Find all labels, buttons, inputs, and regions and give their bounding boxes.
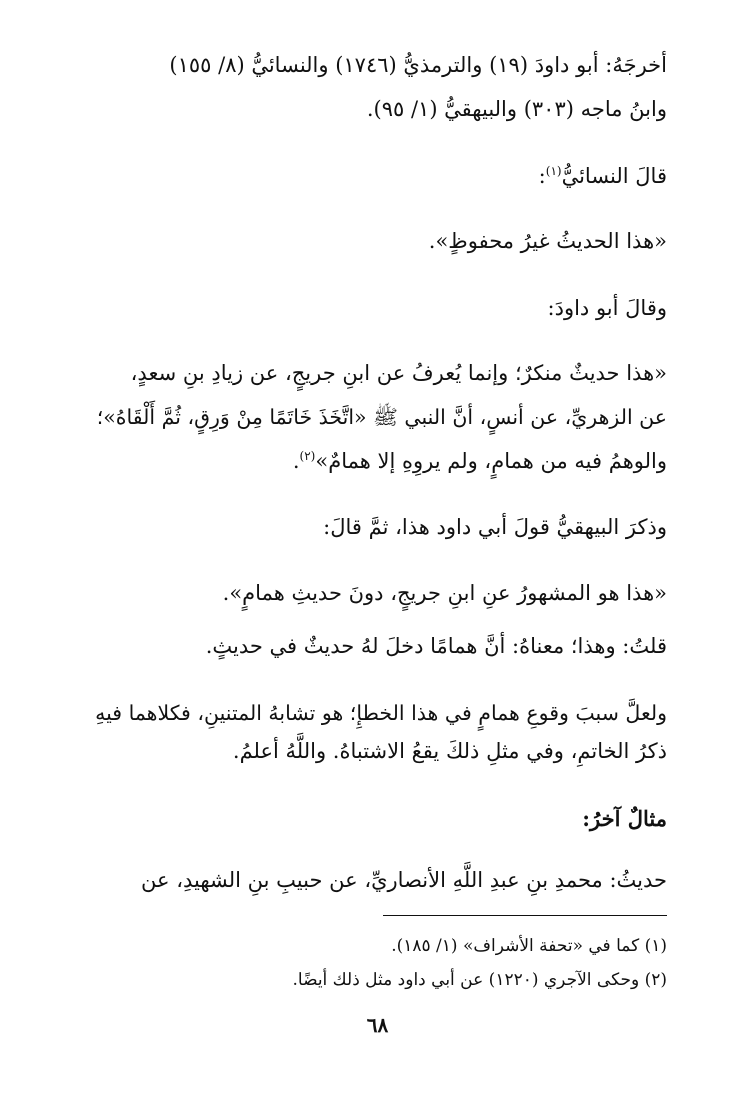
page-number: ٦٨ [366,1013,389,1037]
bayhaqi-mention: وذكرَ البيهقيُّ قولَ أبي داود هذا، ثمَّ قالَ: [323,515,667,539]
nasai-said-colon: : [538,164,546,188]
nasai-said [87,157,667,195]
footnote-ref-1: (١) [545,164,562,178]
footnote-ref-2: (٢) [299,449,316,463]
section-heading-another-example: مثالٌ آخرُ: [582,806,667,831]
abu-dawud-quote-line-3 [87,442,667,480]
bayhaqi-quote: «هذا هو المشهورُ عنِ ابنِ جريجٍ، دونَ حديثِ همامٍ». [222,581,667,605]
takhrij-line-2: وابنُ ماجه (٣٠٣) والبيهقيُّ (١/ ٩٥). [366,97,667,121]
abu-dawud-quote-line-1: «هذا حديثٌ منكرٌ؛ وإنما يُعرفُ عن ابنِ جريجٍ، عن زيادِ بنِ سعدٍ، [130,361,667,385]
footnote-2: (٢) وحكى الآجري (١٢٢٠) عن أبي داود مثل ذلك أيضًا. [292,970,667,990]
reason-line-2: ذكرُ الخاتمِ، وفي مثلِ ذلكَ يقعُ الاشتباهُ. واللَّهُ أعلمُ. [232,739,667,763]
abu-dawud-said: وقالَ أبو داودَ: [547,296,667,320]
reason-line-1: ولعلَّ سببَ وقوعِ همامٍ في هذا الخطإِ؛ هو تشابهُ المتنينِ، فكلاهما فيهِ [95,701,667,725]
takhrij-line-1: أخرجَهُ: أبو داودَ (١٩) والترمذيُّ (١٧٤٦) والنسائيُّ (٨/ ١٥٥) [169,53,667,77]
hadith-chain-line: حديثُ: محمدِ بنِ عبدِ اللَّهِ الأنصاريِّ، عن حبيبِ بنِ الشهيدِ، عن [141,868,667,892]
footnote-divider [383,915,667,916]
nasai-said-text: قالَ النسائيُّ [561,164,667,188]
footnote-1: (١) كما في «تحفة الأشراف» (١/ ١٨٥). [391,936,667,956]
abu-dawud-quote-line-3-end: . [292,449,300,473]
abu-dawud-quote-line-3-text: والوهمُ فيه من همامٍ، ولم يروِهِ إلا همامٌ» [315,449,667,473]
nasai-quote: «هذا الحديثُ غيرُ محفوظٍ». [428,229,667,253]
abu-dawud-quote-line-2: عن الزهريِّ، عن أنسٍ، أنَّ النبي ﷺ «اتَّخَذَ خَاتَمًا مِنْ وَرِقٍ، ثُمَّ أَلْقَاهُ»؛ [96,405,667,429]
author-comment: قلتُ: وهذا؛ معناهُ: أنَّ همامًا دخلَ لهُ حديثٌ في حديثٍ. [205,634,667,658]
